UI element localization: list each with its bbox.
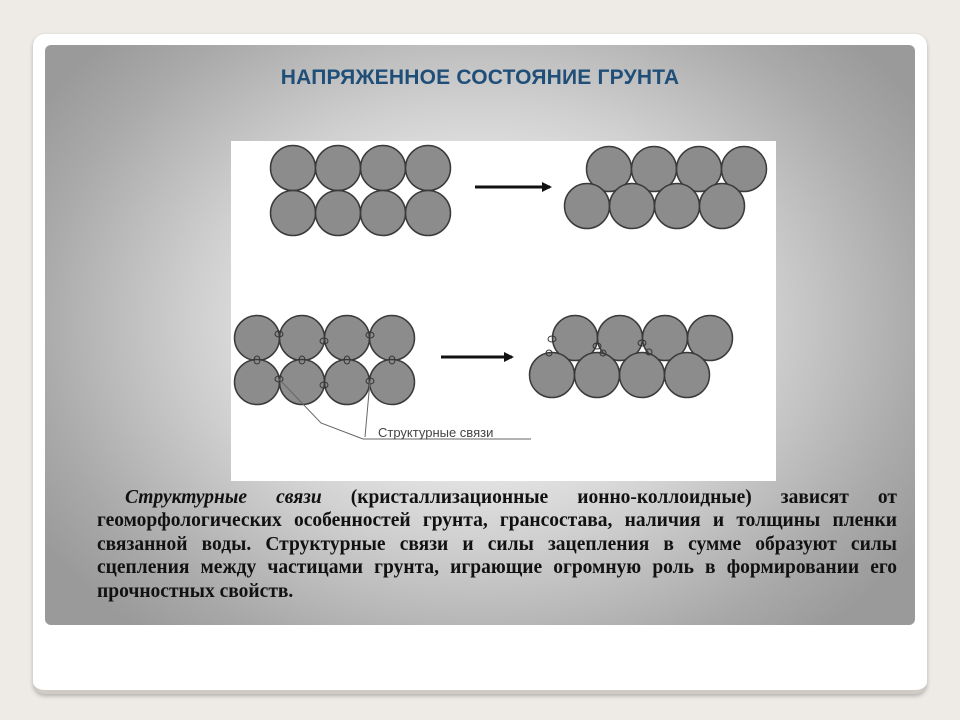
- paragraph-term: Структурные связи: [125, 487, 322, 508]
- figure-svg: [231, 141, 776, 481]
- bonded-particles-shifted-group: [530, 316, 733, 398]
- particle: [325, 316, 370, 361]
- particle: [665, 353, 710, 398]
- particle: [235, 360, 280, 405]
- particle: [235, 316, 280, 361]
- structural-bonds-label: Структурные связи: [378, 425, 494, 440]
- particle: [316, 191, 361, 236]
- particle: [370, 360, 415, 405]
- paragraph-text: (кристаллизационные ионно-коллоидные) зависят от геоморфологических особенностей грунта, грансостава, наличия и толщины пленки связанной воды. Структурные связи и силы зацепления в сумме образуют силы сцепления между частицами грунта, играющие огромную роль в формировании его прочностных свойств.: [97, 487, 897, 602]
- particle: [406, 191, 451, 236]
- particle: [271, 146, 316, 191]
- body-paragraph: [97, 486, 897, 603]
- particle: [280, 360, 325, 405]
- particles-shifted-group: [565, 147, 767, 229]
- particle: [370, 316, 415, 361]
- particle: [325, 360, 370, 405]
- particle: [620, 353, 665, 398]
- particle: [316, 146, 361, 191]
- particle: [530, 353, 575, 398]
- particle: [575, 353, 620, 398]
- particles-initial-group: [271, 146, 451, 236]
- particle: [565, 184, 610, 229]
- bonded-particles-initial-group: [235, 316, 415, 405]
- soil-particles-figure: [231, 141, 776, 481]
- particle: [280, 316, 325, 361]
- slide-title: НАПРЯЖЕННОЕ СОСТОЯНИЕ ГРУНТА: [280, 66, 680, 89]
- particle: [271, 191, 316, 236]
- particle: [361, 146, 406, 191]
- particle: [406, 146, 451, 191]
- particle: [700, 184, 745, 229]
- particle: [610, 184, 655, 229]
- particle: [655, 184, 700, 229]
- particle: [361, 191, 406, 236]
